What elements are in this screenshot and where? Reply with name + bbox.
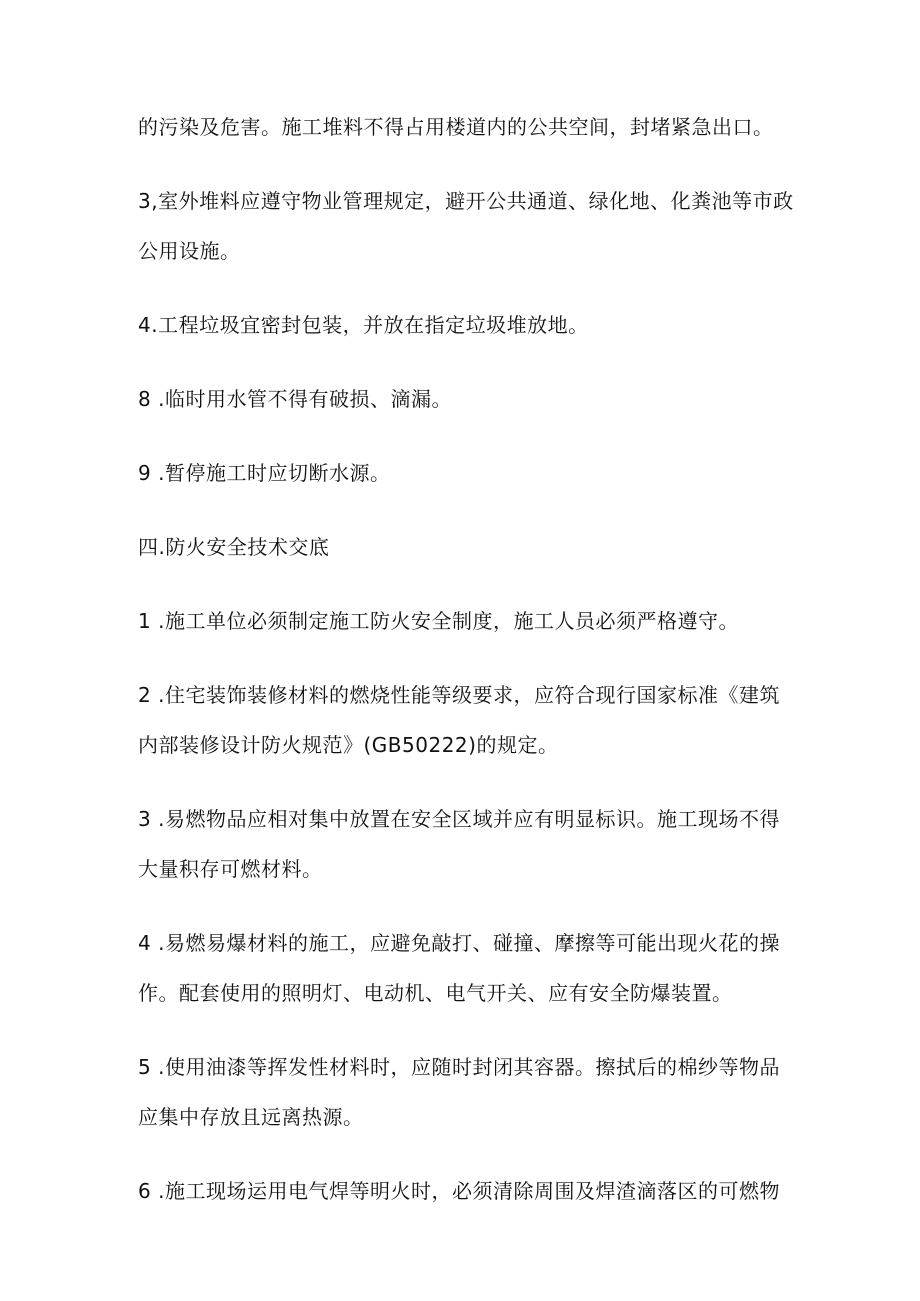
paragraph-item-8: 8 .临时用水管不得有破损、滴漏。: [138, 387, 452, 411]
paragraph-fire-item-6: 6 .施工现场运用电气焊等明火时，必须清除周围及焊渣滴落区的可燃物: [138, 1179, 780, 1203]
paragraph-fire-item-1: 1 .施工单位必须制定施工防火安全制度，施工人员必须严格遵守。: [138, 609, 739, 633]
paragraph-item-3: 3,室外堆料应遵守物业管理规定，避开公共通道、绿化地、化粪池等市政公用设施。: [138, 189, 794, 263]
section-heading-fire-safety: 四.防火安全技术交底: [138, 535, 330, 559]
paragraph-fire-item-5: 5 .使用油漆等挥发性材料时，应随时封闭其容器。擦拭后的棉纱等物品应集中存放且远离热源。: [138, 1055, 780, 1129]
paragraph-fire-item-4: 4 .易燃易爆材料的施工，应避免敲打、碰撞、摩擦等可能出现火花的操作。配套使用的照明灯、电动机、电气开关、应有安全防爆装置。: [138, 931, 780, 1005]
paragraph-item-9: 9 .暂停施工时应切断水源。: [138, 461, 391, 485]
paragraph-fire-item-3: 3 .易燃物品应相对集中放置在安全区域并应有明显标识。施工现场不得大量积存可燃材料。: [138, 807, 780, 881]
paragraph-item-4: 4.工程垃圾宜密封包装，并放在指定垃圾堆放地。: [138, 313, 589, 337]
paragraph-continuation: 的污染及危害。施工堆料不得占用楼道内的公共空间，封堵紧急出口。: [138, 115, 774, 139]
paragraph-fire-item-2: 2 .住宅装饰装修材料的燃烧性能等级要求，应符合现行国家标准《建筑内部装修设计防火规范》(GB50222)的规定。: [138, 683, 780, 757]
document-body: [138, 102, 798, 1216]
